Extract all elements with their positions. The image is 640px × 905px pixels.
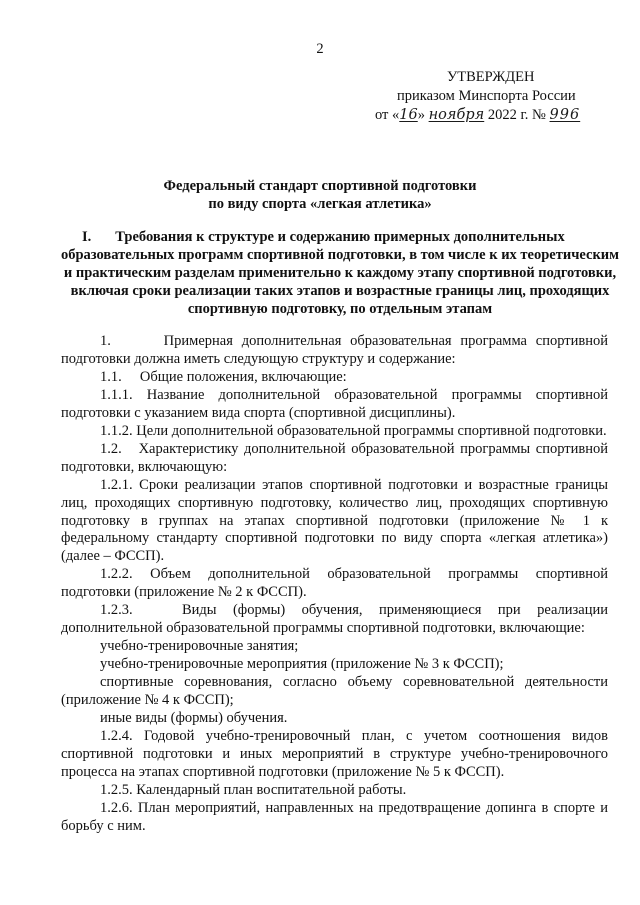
section-number: I. (82, 229, 92, 245)
paragraph: 1. Примерная дополнительная образовательная программа спортивной подготовки должна иметь следующую структуру и содержание: (61, 333, 608, 367)
paragraph: 1.1.1. Название дополнительной образовательной программы спортивной подготовки с указанием вида спорта (спортивной дисциплины). (61, 386, 608, 421)
date-year: 2022 г. № (487, 107, 546, 123)
title-line-1: Федеральный стандарт спортивной подготовки (163, 178, 477, 194)
handwritten-day: 16 (399, 107, 418, 123)
document-title (0, 177, 640, 213)
paragraph: 1.2.6. План мероприятий, направленных на предотвращение допинга в спорте и борьбу с ним. (61, 799, 608, 834)
approval-order: приказом Минспорта России (397, 88, 576, 104)
section-text: Требования к структуре и содержанию примерных дополнительных образовательных программ спортивной подготовки, в том числе к их теоретическим и практическим разделам применительно к каждому этапу спортивной подготовки, включая сроки реализации таких этапов и возрастные границы лиц, проходящих спортивную подготовку, по отдельным этапам (60, 229, 620, 317)
paragraph: 1.2.2. Объем дополнительной образовательной программы спортивной подготовки (приложение № 2 к ФССП). (61, 566, 608, 601)
handwritten-month: ноября (428, 107, 485, 123)
approval-date-line (375, 106, 625, 125)
title-line-2: по виду спорта «легкая атлетика» (208, 196, 432, 212)
paragraph: иные виды (формы) обучения. (100, 710, 288, 727)
paragraph: 1.2.1. Сроки реализации этапов спортивной подготовки и возрастные границы лиц, проходящих спортивную подготовку, количество лиц, проходящих спортивную подготовку в группах на этапах спортивной подготовки (приложение № 1 к федеральному стандарту спортивной подготовки по виду спорта «легкая атлетика») (далее – ФССП). (61, 476, 608, 565)
paragraph: 1.1. Общие положения, включающие: (100, 368, 347, 385)
paragraph: спортивные соревнования, согласно объему соревновательной деятельности (приложение № 4 к ФССП); (61, 674, 608, 709)
paragraph: 1.2. Характеристику дополнительной образовательной программы спортивной подготовки, включающую: (61, 440, 608, 475)
paragraph: 1.2.3. Виды (формы) обучения, применяющиеся при реализации дополнительной образовательной программы спортивной подготовки, включающие: (61, 602, 608, 637)
section-heading (60, 228, 620, 318)
paragraph: учебно-тренировочные мероприятия (приложение № 3 к ФССП); (100, 656, 504, 673)
approval-title: УТВЕРЖДЕН (447, 69, 535, 85)
approval-stamp (375, 68, 625, 125)
document-body (61, 333, 608, 836)
date-mid: » (417, 107, 425, 123)
paragraph: 1.2.5. Календарный план воспитательной работы. (100, 781, 407, 798)
date-prefix: от « (375, 107, 400, 123)
page-number: 2 (316, 41, 324, 57)
paragraph: 1.1.2. Цели дополнительной образовательной программы спортивной подготовки. (100, 422, 607, 439)
paragraph: учебно-тренировочные занятия; (100, 638, 299, 655)
paragraph: 1.2.4. Годовой учебно-тренировочный план, с учетом соотношения видов спортивной подготовки и иных мероприятий в структуре учебно-тренировочного процесса на этапах спортивной подготовки (приложение № 5 к ФССП). (61, 727, 608, 780)
handwritten-order-number: 996 (549, 107, 581, 123)
